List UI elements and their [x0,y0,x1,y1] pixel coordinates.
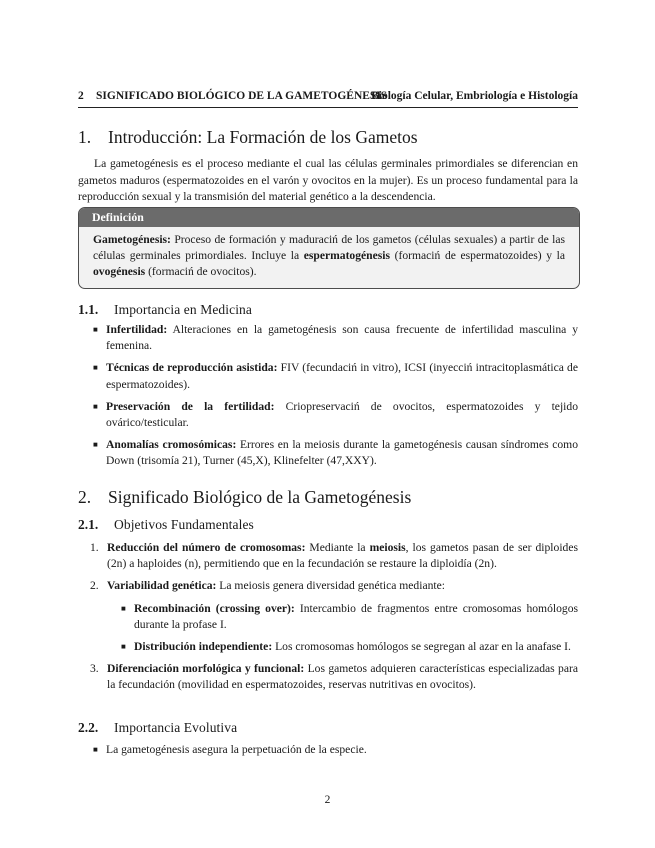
definition-label: Definición [79,208,579,227]
list-item [93,437,578,469]
intro-paragraph: La gametogénesis es el proceso mediante el cual las células germinales primordiales se diferencian en gametos maduros (espermatozoides en el varón y ovocitos en la mujer). Es un proceso fundamental para la reproducción sexual y la transmisión del material genético a la descendencia. [78,157,578,203]
page-number: 2 [324,794,331,806]
list-item-text: FIV (fecundaciń in vitro), ICSI (inyecciń intracitoplasmática de espermatozoides). [106,361,578,391]
bullet-icon: ■ [93,325,98,334]
list-item-number: 3. [90,662,99,676]
list-item [90,540,578,572]
bullet-icon: ■ [93,440,98,450]
list-item-text: Mediante la [305,541,370,554]
subsection-1-1-title: Importancia en Medicina [114,302,252,317]
list-item-text-2: , los gametos pasan de ser diploides (2n) a haploides (n), permitiendo que en la fecundación se restaure la diploidía (2n). [107,541,578,571]
definition-text-2: (formaciń de espermatozoides) y la [390,249,565,262]
list-item-text: La meiosis genera diversidad genética mediante: [216,579,445,593]
bullet-icon: ■ [93,363,98,373]
list-item-term: Reducción del número de cromosomas: [107,541,306,554]
list-item-term: Variabilidad genética: [107,579,217,593]
list-item-text: Errores en la meiosis durante la gametogénesis causan síndromes como Down (trisomía 21), Turner (45,X), Klinefelter (47,XXY). [106,438,578,468]
subsection-2-2-title: Importancia Evolutiva [114,720,238,735]
running-header-number: 2 [78,90,84,102]
list-item-term-2: meiosis [369,541,406,554]
bullet-icon: ■ [93,401,98,411]
sublist-item-text: Los cromosomas homólogos se segregan al azar en la anafase I. [272,640,571,654]
section-2-heading [78,487,411,508]
section-2-title: Significado Biológico de la Gametogénesis [108,487,412,507]
list-item-term: Preservación de la fertilidad: [106,399,275,413]
list-item-number: 1. [90,541,99,554]
list-item [93,399,578,431]
header-rule [78,107,578,108]
section-2-number: 2. [78,487,92,507]
list-item-term: Infertilidad: [106,323,168,336]
objectives-list [90,540,578,694]
definition-text-3: (formaciń de ovocitos). [145,265,257,278]
definition-term-2: espermatogénesis [303,249,391,262]
sublist-item-term: Distribución independiente: [134,640,273,654]
subsection-2-1-number: 2.1. [78,517,99,532]
bullet-icon: ■ [121,642,126,652]
list-item-text: Los gametos adquieren características especializadas para la fecundación (movilidad en espermatozoides, reservas nutritivas en ovocitos). [107,662,578,692]
evolution-list [93,742,578,758]
list-item [93,742,578,758]
running-header-left [78,90,387,102]
list-item-term: Anomalías cromosómicas: [106,438,237,452]
running-header [78,90,578,106]
running-header-title: SIGNIFICADO BIOLÓGICO DE LA GAMETOGÉNESIS [96,90,388,102]
bullet-icon: ■ [121,603,126,613]
list-item-term: Diferenciación morfológica y funcional: [107,662,305,676]
subsection-2-1-title: Objetivos Fundamentales [114,517,254,532]
definition-term: Gametogénesis: [93,233,171,246]
definition-body [79,227,579,280]
sublist-item [121,639,578,655]
medicine-list [93,322,578,470]
list-item-term: Técnicas de reproducción asistida: [106,361,278,375]
section-1-title: Introducción: La Formación de los Gametos [108,127,418,147]
sublist-item [121,601,578,633]
definition-box [78,207,580,289]
list-item-number: 2. [90,579,99,593]
definition-text-1: Proceso de formación y maduraciń de los gametos (células sexuales) a partir de las células germinales primordiales. Incluye la [93,233,565,262]
subsection-2-1-heading [78,517,254,533]
list-item [93,360,578,392]
bullet-icon: ■ [93,745,98,754]
list-item-text: Criopreservaciń de ovocitos, espermatozoides y tejido ovárico/testicular. [106,399,578,430]
subsection-2-2-number: 2.2. [78,720,99,735]
section-1-heading [78,127,418,148]
section-1-number: 1. [78,127,92,147]
list-item [90,661,578,693]
sublist-item-text: Intercambio de fragmentos entre cromosomas homólogos durante la profase I. [134,601,578,631]
subsection-2-2-heading [78,720,237,736]
list-item [93,322,578,354]
list-item-text: La gametogénesis asegura la perpetuación de la especie. [106,743,367,756]
definition-term-3: ovogénesis [93,265,146,278]
variability-sublist [107,601,578,656]
sublist-item-term: Recombinación (crossing over): [134,601,295,615]
list-item [90,578,578,655]
subsection-1-1-number: 1.1. [78,302,99,317]
running-header-right: Biología Celular, Embriología e Histología [371,90,578,102]
subsection-1-1-heading [78,302,252,318]
list-item-text: Alteraciones en la gametogénesis son causa frecuente de infertilidad masculina y femenina. [106,323,578,353]
